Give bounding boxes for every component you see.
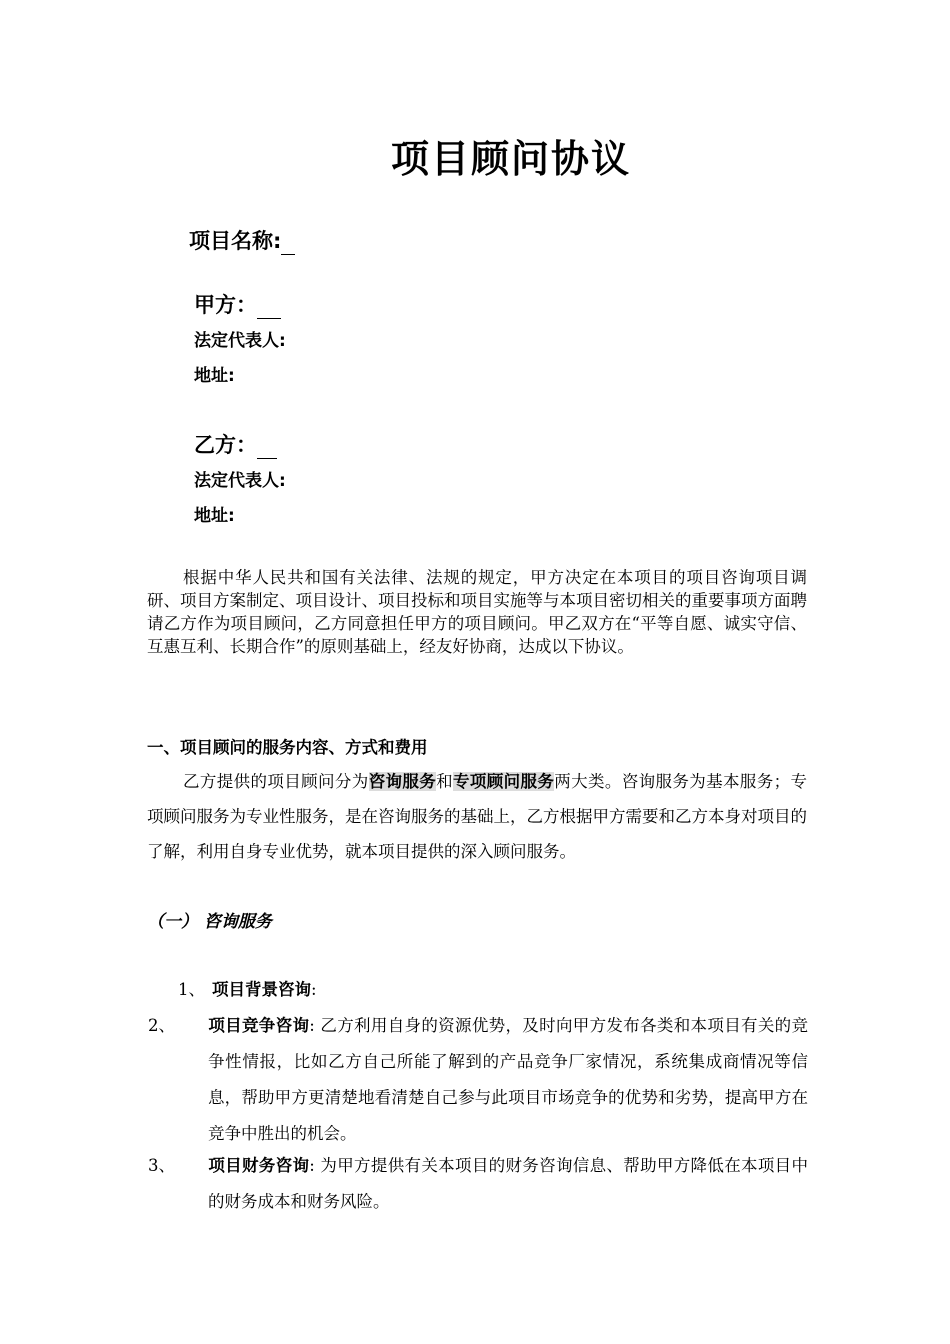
item-number: 1、 xyxy=(178,980,205,999)
consulting-service-highlight: 咨询服务 xyxy=(368,772,437,791)
intro-paragraph xyxy=(147,566,807,658)
party-a-rep-label: 法定代表人: xyxy=(194,331,286,351)
party-a-field xyxy=(194,289,281,319)
section1-heading: 一、项目顾问的服务内容、方式和费用 xyxy=(147,738,428,757)
section1-text-pre: 乙方提供的项目顾问分为 xyxy=(183,772,369,791)
document-title: 项目顾问协议 xyxy=(390,137,631,181)
project-name-label: 项目名称: xyxy=(189,229,282,253)
party-b-label: 乙方： xyxy=(194,433,257,457)
party-a-address-label: 地址: xyxy=(194,366,235,386)
item-text: : 乙方利用自身的资源优势，及时向甲方发布各类和本项目有关的竞争性情报，比如乙方自己所能了解到的产品竞争厂家情况，系统集成商情况等信息，帮助甲方更清楚地看清楚自己参与此项目市场竞争的优势和劣势，提高甲方在竞争中胜出的机会。 xyxy=(208,1016,809,1143)
item-label: 项目财务咨询 xyxy=(208,1156,310,1175)
party-b-rep-label: 法定代表人: xyxy=(194,471,286,491)
party-b-blank xyxy=(257,436,277,459)
party-b-address-label: 地址: xyxy=(194,506,235,526)
party-a-label: 甲方： xyxy=(194,293,257,317)
section1-text-mid: 和 xyxy=(436,772,453,791)
item-label: 项目背景咨询 xyxy=(212,980,311,999)
intro-text: 根据中华人民共和国有关法律、法规的规定，甲方决定在本项目的项目咨询项目调研、项目方案制定、项目设计、项目投标和项目实施等与本项目密切相关的重要事项方面聘请乙方作为项目顾问，乙方同意担任甲方的项目顾问。甲乙双方在“平等自愿、诚实守信、互惠互利、长期合作”的原则基础上，经友好协商，达成以下协议。 xyxy=(147,568,807,656)
list-item xyxy=(148,1008,809,1152)
special-service-highlight: 专项顾问服务 xyxy=(453,772,555,791)
item-text: : xyxy=(311,980,317,999)
project-name-field xyxy=(189,225,295,255)
item-number: 2、 xyxy=(148,1016,175,1035)
item-number: 3、 xyxy=(148,1156,175,1175)
list-item xyxy=(148,1148,809,1220)
section1-paragraph xyxy=(147,764,807,869)
section1-text-post: 两大类。咨询服务为基本服务；专项顾问服务为专业性服务，是在咨询服务的基础上，乙方根据甲方需要和乙方本身对项目的了解，利用自身专业优势，就本项目提供的深入顾问服务。 xyxy=(147,772,807,861)
item-text: : 为甲方提供有关本项目的财务咨询信息、帮助甲方降低在本项目中的财务成本和财务风险。 xyxy=(208,1156,809,1211)
party-a-blank xyxy=(257,296,281,319)
project-name-blank xyxy=(281,232,295,255)
item-label: 项目竞争咨询 xyxy=(208,1016,310,1035)
subsection1-heading: （一） 咨询服务 xyxy=(147,912,272,932)
list-item xyxy=(178,972,808,1008)
party-b-field xyxy=(194,429,277,459)
